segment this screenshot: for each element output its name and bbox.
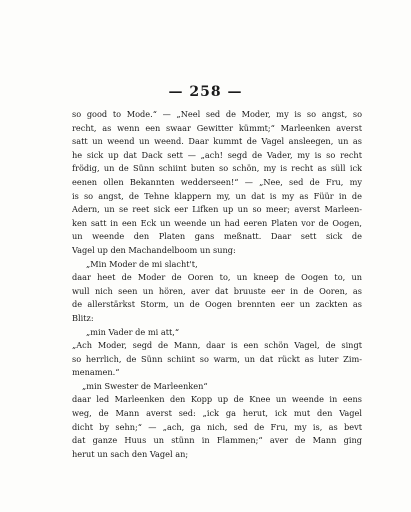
- text-line: „Min Moder de mi slacht't,: [86, 258, 198, 269]
- text-line: recht, as wenn een swaar Gewitter kümmt;“ Marleenken averst: [72, 122, 362, 133]
- page-number: — 258 —: [168, 84, 243, 100]
- text-line: is so angst, de Tehne klappern my, un dat is my as Füür in de: [72, 190, 362, 201]
- text-line: daar heet de Moder de Ooren to, un kneep de Oogen to, un: [72, 272, 362, 283]
- text-line: „min Swester de Marleenken“: [82, 380, 208, 391]
- text-line: „min Vader de mi att,“: [86, 326, 180, 337]
- text-line: satt un weend un weend. Daar kummt de Vagel ansleegen, un as: [72, 136, 362, 147]
- text-line: frödig, un de Sünn schiint buten so schön, my is recht as süll ick: [72, 163, 362, 174]
- body-text: [72, 108, 362, 461]
- text-line: wull nich seen un hören, aver dat bruuste eer in de Ooren, as: [72, 285, 362, 296]
- text-line: un weende den Platen gans meßnatt. Daar sett sick de: [72, 231, 362, 242]
- text-line: so good to Mode.“ — „Neel sed de Moder, my is so angst, so: [72, 109, 362, 119]
- text-line: daar led Marleenken den Kopp up de Knee un weende in eens: [72, 394, 362, 405]
- text-line: dicht by sehn;“ — „ach, ga nich, sed de Fru, my is, as bevt: [72, 421, 362, 432]
- text-line: Blitz:: [72, 312, 94, 323]
- text-line: herut un sach den Vagel an;: [72, 448, 189, 459]
- text-line: he sick up dat Dack sett — „ach! segd de Vader, my is so recht: [72, 149, 362, 160]
- text-line: menamen.“: [72, 367, 120, 378]
- text-line: Vagel up den Machandelboom un sung:: [72, 244, 236, 255]
- text-line: dat ganze Huus un stünn in Flammen;“ aver de Mann ging: [72, 435, 362, 446]
- text-line: so herrlich, de Sünn schiint so warm, un dat rückt as luter Zim-: [72, 353, 362, 364]
- text-line: ken satt in een Eck un weende un had eeren Platen vor de Oogen,: [72, 217, 362, 228]
- text-line: de allerstärkst Storm, un de Oogen brennten eer un zackten as: [72, 299, 362, 310]
- text-line: weg, de Mann averst sed: „ick ga herut, ick mut den Vagel: [72, 408, 362, 419]
- text-line: Adern, un se reet sick eer Lifken up un so meer; averst Marleen-: [72, 204, 362, 215]
- text-line: eenen ollen Bekannten wedderseen!“ — „Nee, sed de Fru, my: [72, 176, 362, 187]
- text-line: „Ach Moder, segd de Mann, daar is een schön Vagel, de singt: [72, 340, 362, 351]
